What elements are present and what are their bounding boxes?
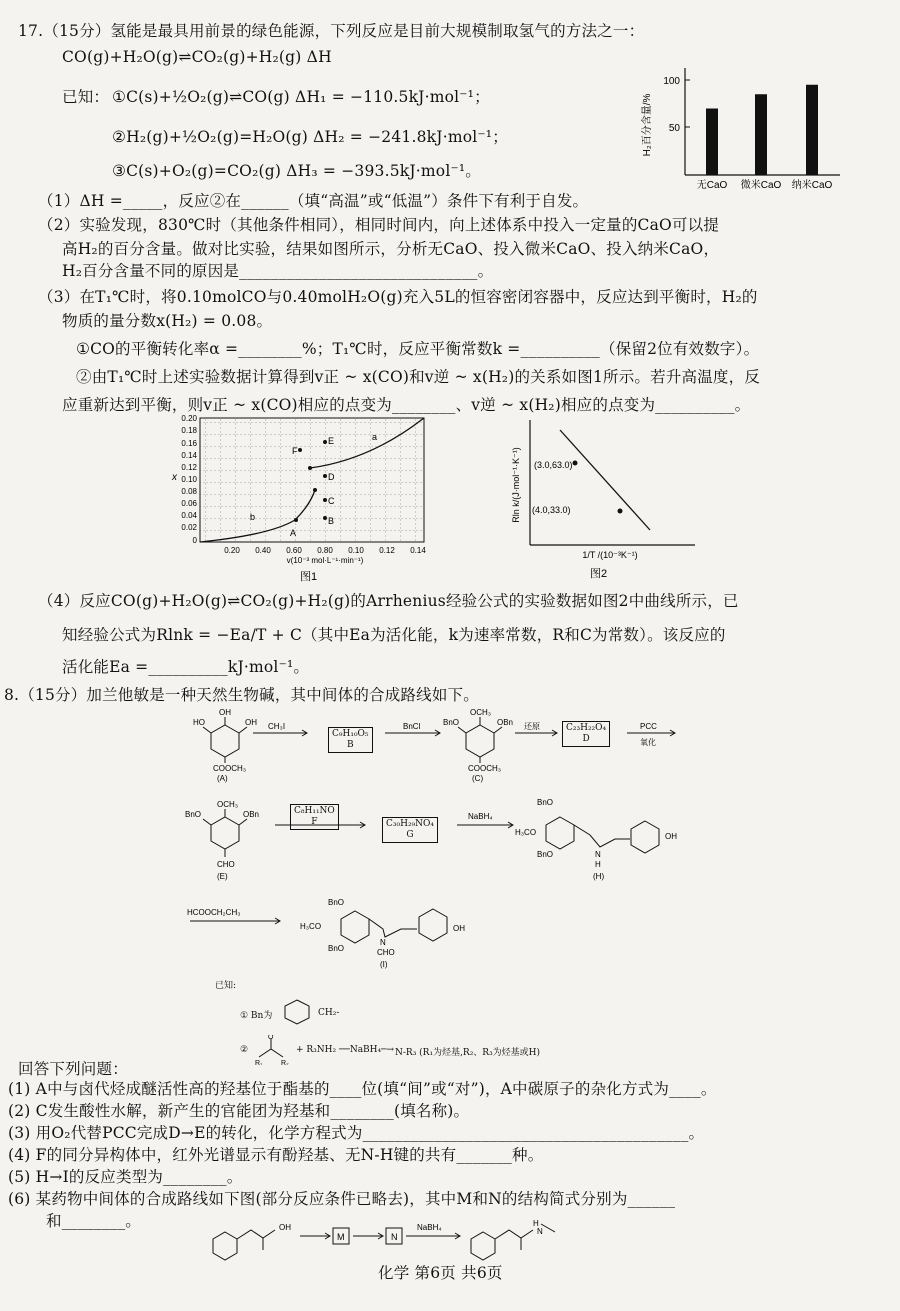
scheme-row4 bbox=[205, 1210, 585, 1270]
box-M: M bbox=[337, 1232, 345, 1242]
fig1-pt-B: B bbox=[328, 516, 335, 526]
q17-part2a: （2）实验发现，830℃时（其他条件相同），相同时间内，向上述体系中投入一定量的CaO可以提 bbox=[38, 216, 720, 234]
fig2-point1: (3.0,63.0) bbox=[534, 460, 573, 470]
reagent-nabh4-2: NaBH₄ bbox=[417, 1223, 442, 1232]
q17-part4c: 活化能Ea =__________kJ·mol⁻¹。 bbox=[62, 658, 310, 676]
q18-head: 8.（15分）加兰他敏是一种天然生物碱，其中间体的合成路线如下。 bbox=[4, 686, 479, 704]
svg-text:0.10: 0.10 bbox=[181, 475, 197, 484]
svg-text:H₃CO: H₃CO bbox=[515, 828, 537, 837]
known-label-18: 已知: bbox=[215, 981, 237, 991]
fig1-xlabel: v(10⁻³ mol·L⁻¹·min⁻¹) bbox=[286, 556, 364, 565]
fig2-line bbox=[560, 430, 650, 530]
bar-0 bbox=[706, 109, 718, 176]
svg-text:COOCH₃: COOCH₃ bbox=[213, 764, 247, 773]
reagent-reduce: 还原 bbox=[524, 722, 540, 731]
svg-text:0.16: 0.16 bbox=[181, 439, 197, 448]
q17-part3a: （3）在T₁℃时，将0.10molCO与0.40molH₂O(g)充入5L的恒容密闭容器中，反应达到平衡时，H₂的 bbox=[38, 288, 758, 306]
fig1-pt-C: C bbox=[328, 496, 335, 506]
svg-text:OH: OH bbox=[245, 718, 257, 727]
label-A: (A) bbox=[217, 774, 228, 783]
q17-part3e: 应重新达到平衡，则v正 ~ x(CO)相应的点变为________、v逆 ~ x(H₂)相应的点变为__________。 bbox=[62, 396, 751, 414]
label-C: (C) bbox=[472, 774, 484, 783]
reagent-hcooet: HCOOCH₂CH₃ bbox=[187, 908, 241, 917]
svg-text:OH: OH bbox=[219, 708, 231, 717]
svg-text:0: 0 bbox=[192, 536, 197, 545]
svg-text:BnO: BnO bbox=[328, 944, 345, 953]
box-D: C₂₃H₂₂O₄ D bbox=[562, 721, 610, 747]
bar-cat-1: 微米CaO bbox=[740, 180, 782, 191]
q17-part2b: 高H₂的百分含量。做对比实验，结果如图所示，分析无CaO、投入微米CaO、投入纳米CaO， bbox=[62, 240, 720, 258]
reagent-oxid: 氧化 bbox=[640, 738, 656, 747]
scheme-row2 bbox=[185, 795, 705, 885]
svg-text:BnO: BnO bbox=[537, 798, 554, 807]
fig1-caption: 图1 bbox=[300, 571, 318, 583]
svg-text:OH: OH bbox=[453, 924, 465, 933]
svg-text:BnO: BnO bbox=[328, 898, 345, 907]
benzyl-structure bbox=[283, 998, 323, 1026]
reagent-ch3i: CH₃I bbox=[268, 722, 286, 731]
known-label: 已知： bbox=[62, 88, 110, 106]
bar-ytick-100: 100 bbox=[663, 76, 680, 87]
reagent-bncl: BnCl bbox=[403, 722, 421, 731]
q18-a6a: (6) 某药物中间体的合成路线如下图(部分反应条件已略去)，其中M和N的结构简式分别为______ bbox=[8, 1190, 676, 1208]
fig1-pt-D: D bbox=[328, 472, 335, 482]
fig2-point2: (4.0,33.0) bbox=[532, 505, 571, 515]
reagent-nabh4: NaBH₄ bbox=[468, 812, 493, 821]
svg-text:N: N bbox=[595, 850, 601, 859]
label-E: (E) bbox=[217, 872, 228, 881]
bar-2 bbox=[806, 85, 818, 175]
bar-ytick-50: 50 bbox=[668, 123, 680, 134]
fig2-caption: 图2 bbox=[590, 568, 608, 580]
q18-a3: (3) 用O₂代替PCC完成D→E的转化，化学方程式为_________________________________________。 bbox=[8, 1124, 705, 1142]
svg-text:H₃CO: H₃CO bbox=[300, 922, 322, 931]
svg-text:R₁: R₁ bbox=[255, 1060, 263, 1065]
fig1-pt-E: E bbox=[328, 436, 335, 446]
svg-text:0.14: 0.14 bbox=[410, 546, 426, 555]
figure-2 bbox=[510, 415, 710, 585]
svg-text:OCH₃: OCH₃ bbox=[470, 708, 492, 717]
q17-part4b: 知经验公式为Rlnk = −Ea/T + C（其中Ea为活化能，k为速率常数，R和C为常数）。该反应的 bbox=[62, 626, 726, 644]
box-F: C₈H₁₁NO F bbox=[290, 804, 339, 830]
answer-head: 回答下列问题： bbox=[18, 1060, 128, 1078]
q18-a5: (5) H→I的反应类型为________。 bbox=[8, 1168, 243, 1186]
svg-text:0.60: 0.60 bbox=[286, 546, 302, 555]
q17-part3b: 物质的量分数x(H₂) = 0.08。 bbox=[62, 312, 273, 330]
svg-text:0.08: 0.08 bbox=[181, 487, 197, 496]
svg-text:CHO: CHO bbox=[377, 948, 395, 957]
fig2-xlabel: 1/T /(10⁻³K⁻¹) bbox=[582, 550, 638, 560]
svg-text:0.06: 0.06 bbox=[181, 499, 197, 508]
known-1b: CH₂- bbox=[318, 1008, 340, 1018]
cao-bar-chart bbox=[640, 60, 850, 195]
svg-text:0.20: 0.20 bbox=[181, 414, 197, 423]
svg-text:COOCH₃: COOCH₃ bbox=[468, 764, 502, 773]
scheme-row3 bbox=[185, 895, 605, 970]
svg-text:N: N bbox=[380, 938, 386, 947]
q17-part3d: ②由T₁℃时上述实验数据计算得到v正 ~ x(CO)和v逆 ~ x(H₂)的关系如图1所示。若升高温度，反 bbox=[76, 368, 761, 386]
bar-cat-0: 无CaO bbox=[696, 180, 728, 191]
page-footer: 化学 第6页 共6页 bbox=[378, 1264, 503, 1282]
fig1-plot-area bbox=[200, 418, 424, 542]
box-N: N bbox=[391, 1232, 398, 1242]
q18-a6b: 和________。 bbox=[46, 1212, 142, 1230]
bar-ylabel: H₂百分含量/% bbox=[642, 93, 653, 157]
q17-reaction: CO(g)+H₂O(g)⇌CO₂(g)+H₂(g) ΔH bbox=[62, 48, 332, 66]
q17-part1: （1）ΔH =_____，反应②在______（填“高温”或“低温”）条件下有利于自发。 bbox=[38, 192, 589, 210]
fig1-ylabel: x bbox=[172, 472, 177, 483]
figure-1 bbox=[160, 410, 440, 585]
svg-text:H: H bbox=[595, 860, 601, 869]
bar-1 bbox=[755, 94, 767, 175]
svg-text:N: N bbox=[537, 1227, 543, 1236]
fig2-ylabel: Rln k/(J·mol⁻¹·K⁻¹) bbox=[511, 447, 521, 523]
bar-cat-2: 纳米CaO bbox=[791, 180, 833, 191]
svg-text:0.12: 0.12 bbox=[379, 546, 395, 555]
q17-head: 17.（15分）氢能是最具用前景的绿色能源，下列反应是目前大规模制取氢气的方法之一： bbox=[18, 22, 645, 40]
svg-text:0.14: 0.14 bbox=[181, 451, 197, 460]
known-2-num: ② bbox=[240, 1045, 249, 1055]
svg-text:BnO: BnO bbox=[443, 718, 460, 727]
eq3: ③C(s)+O₂(g)=CO₂(g) ΔH₃ = −393.5kJ·mol⁻¹。 bbox=[112, 162, 481, 180]
known-2b: N-R₃ (R₁为烃基,R₂、R₃为烃基或H) bbox=[395, 1048, 541, 1058]
svg-text:0.20: 0.20 bbox=[224, 546, 240, 555]
svg-text:0.10: 0.10 bbox=[348, 546, 364, 555]
ketone-structure bbox=[255, 1035, 295, 1065]
svg-text:BnO: BnO bbox=[185, 810, 202, 819]
fig1-pt-A: A bbox=[290, 528, 297, 538]
svg-text:BnO: BnO bbox=[537, 850, 554, 859]
svg-text:OBn: OBn bbox=[497, 718, 514, 727]
svg-text:CHO: CHO bbox=[217, 860, 235, 869]
svg-text:OBn: OBn bbox=[243, 810, 260, 819]
known-1: ① Bn为 bbox=[240, 1011, 273, 1021]
fig1-pt-a: a bbox=[372, 432, 378, 442]
box-B: C₉H₁₀O₅ B bbox=[328, 727, 373, 753]
svg-text:0.04: 0.04 bbox=[181, 511, 197, 520]
svg-text:R₂: R₂ bbox=[281, 1060, 289, 1065]
svg-text:HO: HO bbox=[193, 718, 205, 727]
svg-text:H: H bbox=[533, 1219, 539, 1228]
fig1-pt-F: F bbox=[292, 446, 298, 456]
svg-text:O: O bbox=[268, 1035, 274, 1041]
q18-a4: (4) F的同分异构体中，红外光谱显示有酚羟基、无N-H键的共有_______种。 bbox=[8, 1146, 544, 1164]
q18-a2: (2) C发生酸性水解，新产生的官能团为羟基和________(填名称)。 bbox=[8, 1102, 470, 1120]
svg-text:0.12: 0.12 bbox=[181, 463, 197, 472]
svg-text:0.40: 0.40 bbox=[255, 546, 271, 555]
q18-a1: (1) A中与卤代烃成醚活性高的羟基位于酯基的____位(填“间”或“对”)，A中碳原子的杂化方式为____。 bbox=[8, 1080, 717, 1098]
q17-part2c: H₂百分含量不同的原因是______________________________。 bbox=[62, 262, 494, 280]
label-I: (I) bbox=[380, 960, 388, 969]
label-H: (H) bbox=[593, 872, 605, 881]
eq2: ②H₂(g)+½O₂(g)=H₂O(g) ΔH₂ = −241.8kJ·mol⁻¹； bbox=[112, 128, 508, 146]
box-G: C₃₀H₂₉NO₄ G bbox=[382, 817, 438, 843]
q17-part3c: ①CO的平衡转化率α =________%；T₁℃时，反应平衡常数k =__________（保留2位有效数字）。 bbox=[76, 340, 760, 358]
eq1: ①C(s)+½O₂(g)⇌CO(g) ΔH₁ = −110.5kJ·mol⁻¹； bbox=[112, 88, 490, 106]
svg-text:OH: OH bbox=[665, 832, 677, 841]
svg-text:OCH₃: OCH₃ bbox=[217, 800, 239, 809]
svg-text:0.80: 0.80 bbox=[317, 546, 333, 555]
svg-text:0.18: 0.18 bbox=[181, 426, 197, 435]
svg-text:0.02: 0.02 bbox=[181, 523, 197, 532]
fig1-pt-b: b bbox=[250, 512, 256, 522]
known-2: + R₃NH₂ ──NaBH₄─→ bbox=[296, 1045, 395, 1055]
svg-text:OH: OH bbox=[279, 1223, 291, 1232]
reagent-pcc: PCC bbox=[640, 722, 657, 731]
q17-part4a: （4）反应CO(g)+H₂O(g)⇌CO₂(g)+H₂(g)的Arrhenius经验公式的实验数据如图2中曲线所示，已 bbox=[38, 592, 739, 610]
